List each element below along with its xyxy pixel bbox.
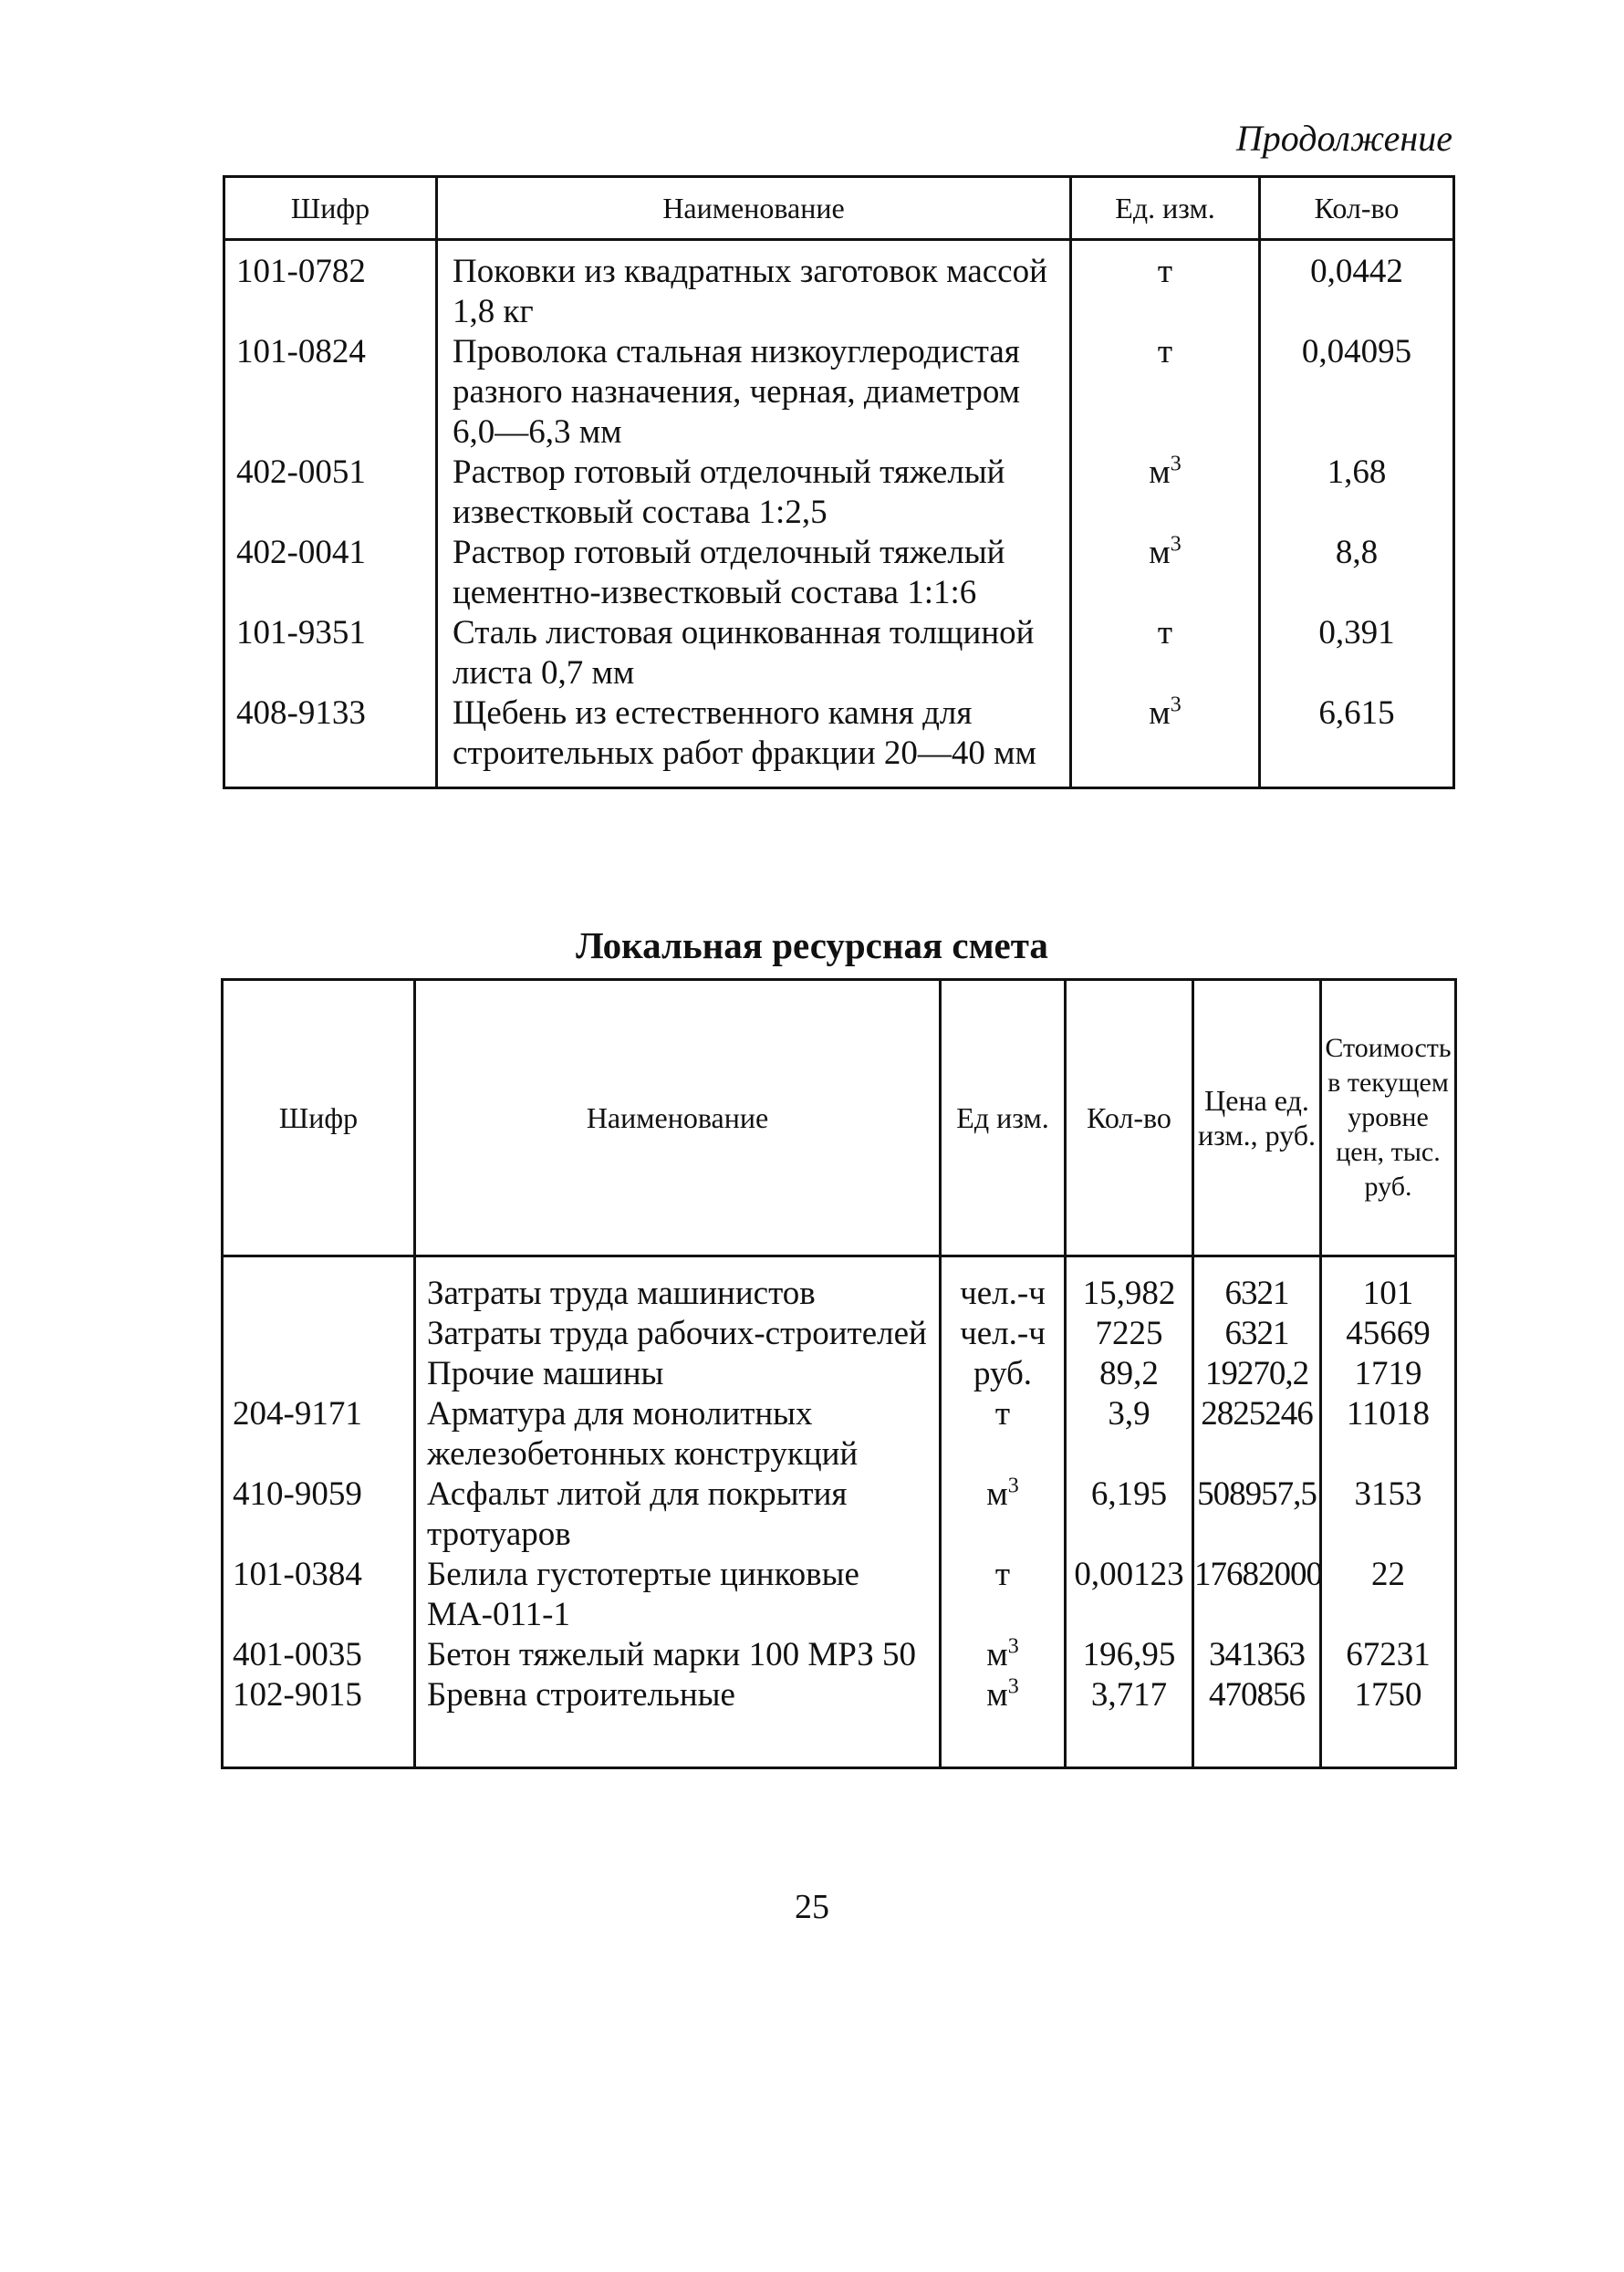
cell-unit bbox=[1071, 240, 1260, 333]
cell-qty-text: 6,615 bbox=[1318, 694, 1395, 732]
cell-name bbox=[415, 1256, 941, 1315]
cell-unit bbox=[941, 1354, 1066, 1394]
cell-name-text: Поковки из квадратных заготовок массой 1,8 кг bbox=[453, 253, 1047, 330]
cell-unit-text: чел.-ч bbox=[960, 1315, 1046, 1352]
table-row bbox=[223, 1394, 1456, 1475]
cell-unit bbox=[941, 1314, 1066, 1354]
cell-qty-text: 196,95 bbox=[1082, 1636, 1176, 1673]
cell-cost bbox=[1321, 1675, 1456, 1768]
table-row bbox=[223, 1635, 1456, 1675]
cell-qty-text: 6,195 bbox=[1090, 1475, 1168, 1513]
cell-price-text: 19270,2 bbox=[1204, 1355, 1309, 1392]
cell-qty bbox=[1260, 240, 1454, 333]
cell-qty bbox=[1066, 1256, 1193, 1315]
header-qty: Кол-во bbox=[1260, 177, 1454, 240]
cell-price bbox=[1193, 1475, 1321, 1555]
cell-qty bbox=[1066, 1354, 1193, 1394]
header-cost: Стоимость в текущем уровне цен, тыс. руб. bbox=[1321, 980, 1456, 1256]
cell-name-text: Затраты труда рабочих-строителей bbox=[427, 1315, 927, 1352]
cell-qty bbox=[1260, 453, 1454, 533]
cell-qty bbox=[1066, 1555, 1193, 1635]
cell-name-text: Щебень из естественного камня для строительных работ фракции 20—40 мм bbox=[453, 694, 1036, 772]
cell-price-text: 6321 bbox=[1224, 1315, 1289, 1352]
table-row bbox=[224, 453, 1454, 533]
header-name: Наименование bbox=[415, 980, 941, 1256]
cell-qty bbox=[1260, 332, 1454, 453]
cell-code-text: 408-9133 bbox=[236, 694, 366, 732]
cell-code-text: 101-0824 bbox=[236, 333, 366, 370]
cell-cost-text: 11018 bbox=[1346, 1395, 1431, 1433]
cell-code-text: 204-9171 bbox=[233, 1395, 362, 1433]
cell-unit bbox=[941, 1475, 1066, 1555]
table-row bbox=[223, 1314, 1456, 1354]
cell-cost-text: 3153 bbox=[1354, 1475, 1422, 1513]
cell-name-text: Раствор готовый отделочный тяжелый цементно-известковый состава 1:1:6 bbox=[453, 534, 1005, 611]
cell-code bbox=[223, 1256, 415, 1315]
cell-qty-text: 3,9 bbox=[1108, 1395, 1150, 1433]
cell-qty bbox=[1066, 1635, 1193, 1675]
cell-code-text: 101-9351 bbox=[236, 614, 366, 651]
table-row bbox=[223, 1354, 1456, 1394]
cell-code bbox=[224, 332, 437, 453]
cell-qty bbox=[1066, 1475, 1193, 1555]
cell-cost bbox=[1321, 1394, 1456, 1475]
cell-name-text: Белила густотертые цинковые МА-011-1 bbox=[427, 1556, 859, 1633]
cell-code-text: 402-0051 bbox=[236, 453, 366, 491]
cell-unit bbox=[1071, 613, 1260, 693]
cell-name-text: Затраты труда машинистов bbox=[427, 1275, 816, 1312]
cell-cost-text: 45669 bbox=[1346, 1315, 1431, 1352]
cell-price-text: 470856 bbox=[1209, 1676, 1305, 1714]
cell-cost bbox=[1321, 1635, 1456, 1675]
cell-qty-text: 8,8 bbox=[1335, 534, 1379, 571]
materials-table-header-row bbox=[224, 177, 1454, 240]
cell-unit-text: т bbox=[1157, 614, 1173, 651]
cell-unit-text: чел.-ч bbox=[960, 1275, 1046, 1312]
cell-unit-text: т bbox=[1157, 253, 1173, 290]
cell-code-text: 101-0782 bbox=[236, 253, 366, 290]
cell-code bbox=[223, 1394, 415, 1475]
cell-code bbox=[223, 1314, 415, 1354]
cell-cost bbox=[1321, 1314, 1456, 1354]
cell-qty-text: 0,0442 bbox=[1310, 253, 1403, 290]
cell-unit-text: руб. bbox=[973, 1355, 1033, 1392]
cell-code bbox=[223, 1675, 415, 1768]
cell-qty-text: 0,391 bbox=[1318, 614, 1395, 651]
cell-qty bbox=[1066, 1675, 1193, 1768]
cell-code-text: 101-0384 bbox=[233, 1556, 362, 1593]
table-row bbox=[224, 613, 1454, 693]
cell-price bbox=[1193, 1256, 1321, 1315]
cell-qty-text: 0,04095 bbox=[1301, 333, 1412, 370]
cell-code bbox=[223, 1555, 415, 1635]
cell-code bbox=[224, 453, 437, 533]
resource-estimate-table bbox=[221, 978, 1457, 1769]
cell-name bbox=[415, 1635, 941, 1675]
cell-price bbox=[1193, 1555, 1321, 1635]
cell-qty-text: 7225 bbox=[1095, 1315, 1163, 1352]
cell-cost-text: 67231 bbox=[1346, 1636, 1431, 1673]
cell-cost-text: 1719 bbox=[1354, 1355, 1422, 1392]
cell-unit-text: м bbox=[1149, 534, 1171, 571]
cell-unit-text: т bbox=[1157, 333, 1173, 370]
cell-unit bbox=[941, 1675, 1066, 1768]
header-unit: Ед. изм. bbox=[1071, 177, 1260, 240]
cell-price-text: 341363 bbox=[1209, 1636, 1305, 1673]
unit-superscript: 3 bbox=[1170, 693, 1182, 717]
cell-cost-text: 101 bbox=[1362, 1275, 1414, 1312]
cell-cost bbox=[1321, 1475, 1456, 1555]
header-code: Шифр bbox=[223, 980, 415, 1256]
table-row bbox=[223, 1475, 1456, 1555]
cell-unit-text: т bbox=[994, 1395, 1011, 1433]
cell-code bbox=[223, 1354, 415, 1394]
cell-unit-text: м bbox=[986, 1475, 1008, 1513]
cell-name-text: Арматура для монолитных железобетонных конструкций bbox=[427, 1395, 859, 1473]
cell-code-text: 410-9059 bbox=[233, 1475, 362, 1513]
cell-cost bbox=[1321, 1354, 1456, 1394]
cell-price-text: 17682000 bbox=[1194, 1556, 1322, 1593]
cell-unit bbox=[941, 1555, 1066, 1635]
cell-price bbox=[1193, 1635, 1321, 1675]
cell-unit-text: т bbox=[994, 1556, 1011, 1593]
header-name: Наименование bbox=[437, 177, 1071, 240]
cell-code bbox=[223, 1635, 415, 1675]
cell-qty bbox=[1260, 693, 1454, 788]
cell-unit bbox=[1071, 332, 1260, 453]
cell-unit bbox=[1071, 453, 1260, 533]
cell-code bbox=[224, 693, 437, 788]
cell-qty bbox=[1260, 613, 1454, 693]
cell-code bbox=[223, 1475, 415, 1555]
unit-superscript: 3 bbox=[1170, 452, 1182, 476]
cell-unit bbox=[941, 1256, 1066, 1315]
cell-unit bbox=[941, 1635, 1066, 1675]
table-row bbox=[224, 240, 1454, 333]
section-title: Локальная ресурсная смета bbox=[576, 924, 1048, 966]
cell-name bbox=[437, 332, 1071, 453]
cell-cost-text: 1750 bbox=[1354, 1676, 1422, 1714]
cell-name bbox=[415, 1394, 941, 1475]
cell-unit-text: м bbox=[1149, 694, 1171, 732]
cell-unit bbox=[1071, 693, 1260, 788]
cell-cost bbox=[1321, 1256, 1456, 1315]
cell-unit bbox=[1071, 533, 1260, 613]
estimate-table-header-row bbox=[223, 980, 1456, 1256]
cell-code bbox=[224, 533, 437, 613]
cell-name bbox=[437, 453, 1071, 533]
cell-qty bbox=[1066, 1314, 1193, 1354]
cell-price bbox=[1193, 1314, 1321, 1354]
cell-price bbox=[1193, 1394, 1321, 1475]
unit-superscript: 3 bbox=[1007, 1634, 1019, 1659]
cell-name bbox=[415, 1475, 941, 1555]
cell-unit bbox=[941, 1394, 1066, 1475]
cell-name bbox=[415, 1555, 941, 1635]
unit-superscript: 3 bbox=[1170, 532, 1182, 557]
header-price: Цена ед. изм., руб. bbox=[1193, 980, 1321, 1256]
cell-name bbox=[437, 533, 1071, 613]
cell-cost bbox=[1321, 1555, 1456, 1635]
cell-unit-text: м bbox=[1149, 453, 1171, 491]
cell-name-text: Прочие машины bbox=[427, 1355, 664, 1392]
cell-name bbox=[437, 240, 1071, 333]
unit-superscript: 3 bbox=[1007, 1474, 1019, 1498]
cell-name-text: Асфальт литой для покрытия тротуаров bbox=[427, 1475, 848, 1553]
cell-price-text: 508957,5 bbox=[1197, 1475, 1317, 1513]
cell-code bbox=[224, 240, 437, 333]
cell-qty-text: 0,00123 bbox=[1074, 1556, 1184, 1593]
table-row bbox=[223, 1256, 1456, 1315]
cell-qty bbox=[1066, 1394, 1193, 1475]
cell-name-text: Бревна строительные bbox=[427, 1676, 735, 1714]
materials-table bbox=[223, 175, 1455, 789]
cell-qty-text: 3,717 bbox=[1090, 1676, 1168, 1714]
cell-qty-text: 1,68 bbox=[1327, 453, 1387, 491]
cell-price bbox=[1193, 1675, 1321, 1768]
cell-qty-text: 15,982 bbox=[1082, 1275, 1176, 1312]
table-row bbox=[224, 533, 1454, 613]
cell-price-text: 2825246 bbox=[1201, 1395, 1313, 1433]
cell-name bbox=[415, 1354, 941, 1394]
cell-code-text: 401-0035 bbox=[233, 1636, 362, 1673]
cell-name-text: Раствор готовый отделочный тяжелый известковый состава 1:2,5 bbox=[453, 453, 1005, 531]
cell-code-text: 102-9015 bbox=[233, 1676, 362, 1714]
cell-name-text: Бетон тяжелый марки 100 МРЗ 50 bbox=[427, 1636, 917, 1673]
cell-price-text: 6321 bbox=[1224, 1275, 1289, 1312]
header-qty: Кол-во bbox=[1066, 980, 1193, 1256]
cell-code-text: 402-0041 bbox=[236, 534, 366, 571]
cell-code bbox=[224, 613, 437, 693]
cell-qty bbox=[1260, 533, 1454, 613]
cell-unit-text: м bbox=[986, 1636, 1008, 1673]
cell-qty-text: 89,2 bbox=[1099, 1355, 1159, 1392]
cell-name-text: Проволока стальная низкоуглеродистая разного назначения, черная, диаметром 6,0—6,3 мм bbox=[453, 333, 1021, 451]
cell-name bbox=[415, 1314, 941, 1354]
cell-name bbox=[437, 693, 1071, 788]
cell-price bbox=[1193, 1354, 1321, 1394]
table-row bbox=[223, 1675, 1456, 1768]
page-number: 25 bbox=[795, 1888, 829, 1926]
cell-name bbox=[437, 613, 1071, 693]
cell-cost-text: 22 bbox=[1371, 1556, 1405, 1593]
header-code: Шифр bbox=[224, 177, 437, 240]
cell-name-text: Сталь листовая оцинкованная толщиной листа 0,7 мм bbox=[453, 614, 1035, 692]
continuation-label: Продолжение bbox=[1235, 118, 1452, 159]
cell-unit-text: м bbox=[986, 1676, 1008, 1714]
table-row bbox=[223, 1555, 1456, 1635]
cell-name bbox=[415, 1675, 941, 1768]
table-row bbox=[224, 332, 1454, 453]
table-row bbox=[224, 693, 1454, 788]
unit-superscript: 3 bbox=[1007, 1674, 1019, 1699]
header-unit: Ед изм. bbox=[941, 980, 1066, 1256]
